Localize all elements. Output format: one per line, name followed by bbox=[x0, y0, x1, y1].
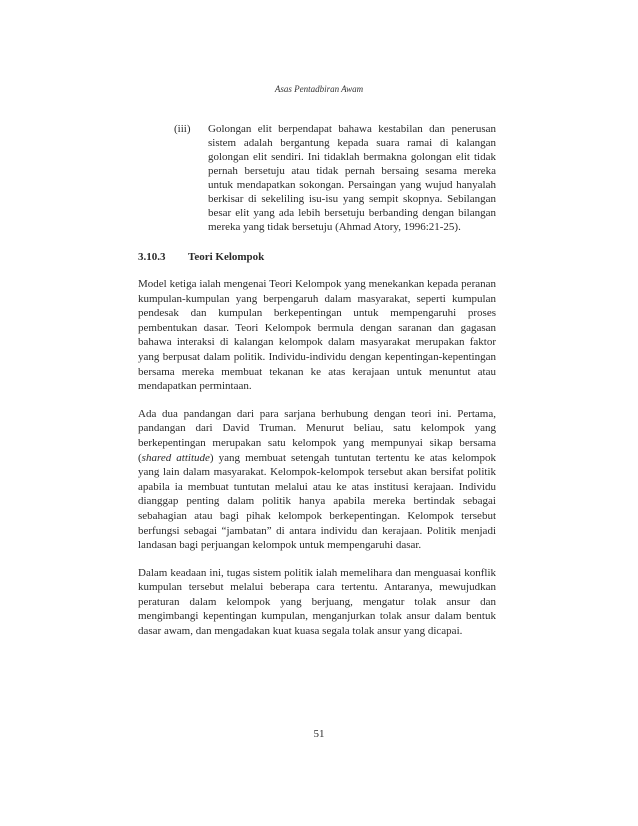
section-title: Teori Kelompok bbox=[188, 251, 265, 263]
list-marker: (iii) bbox=[174, 123, 191, 135]
list-item-text: Golongan elit berpendapat bahawa kestabilan dan penerusan sistem adalah bergantung kepada suara ramai di kalangan golongan elit sendiri. Ini tidaklah bermakna golongan elit tidak pernah bersetuju atau tidak pernah bersaing sesama mereka untuk mendapatkan sokongan. Persaingan yang wujud hanyalah berkisar di sekeliling isu-isu yang sempit skopnya. Sebilangan besar elit yang ada lebih bersetuju berbanding dengan bilangan mereka yang tidak bersetuju (Ahmad Atory, 1996:21-25). bbox=[208, 123, 496, 233]
paragraph-1: Model ketiga ialah mengenai Teori Kelompok yang menekankan kepada peranan kumpulan-kumpulan yang berpengaruh dalam masyarakat, seperti kumpulan pendesak dan kumpulan berkepentingan untuk mempengaruhi proses pembentukan dasar. Teori Kelompok bermula dengan saranan dan gagasan bahawa interaksi di kalangan kelompok dalam masyarakat merupakan faktor yang berpusat dalam politik. Individu-individu dengan kepentingan-kepentingan bersama mereka membuat tekanan ke atas kerajaan untuk menuntut atau mendapatkan permintaan. bbox=[138, 278, 496, 393]
running-header: Asas Pentadbiran Awam bbox=[274, 84, 364, 94]
page-body bbox=[138, 122, 496, 639]
paragraph-3: Dalam keadaan ini, tugas sistem politik ialah memelihara dan menguasai konflik kumpulan tersebut melalui beberapa cara tertentu. Antaranya, mewujudkan peraturan dalam kelompok yang berjuang, mengatur tolak ansur dan mengimbangi kepentingan kumpulan, menganjurkan tolak ansur dalam bentuk dasar awam, dan mengadakan kuat kuasa segala tolak ansur yang dicapai. bbox=[138, 566, 496, 638]
paragraph-2 bbox=[138, 407, 496, 553]
page-number: 51 bbox=[313, 728, 325, 740]
section-heading bbox=[138, 250, 496, 264]
paragraph-2-italic-term: shared attitude bbox=[141, 451, 210, 464]
paragraph-2-part-1: Ada dua pandangan dari para sarjana berhubung dengan teori ini. Pertama, pandangan dari David Truman. Menurut beliau, satu kelompok yang berkepentingan merupakan satu kelompok yang mempunyai sikap bersama ( bbox=[138, 407, 496, 464]
section-number: 3.10.3 bbox=[138, 251, 166, 263]
paragraph-2-part-2: ) yang membuat setengah tuntutan tertentu ke atas kelompok yang lain dalam masyarakat. Kelompok-kelompok tersebut akan bersifat politik apabila ia membuat tuntutan melalui atau ke atas institusi kerajaan. Individu dianggap penting dalam politik hanya apabila mereka bertindak sebagai sebahagian atau bagi pihak kelompok berkepentingan. Kelompok tersebut berfungsi sebagai “jambatan” di antara individu dan kerajaan. Politik menjadi landasan bagi perjuangan kelompok untuk mempengaruhi dasar. bbox=[138, 451, 496, 552]
list-item bbox=[174, 122, 496, 234]
